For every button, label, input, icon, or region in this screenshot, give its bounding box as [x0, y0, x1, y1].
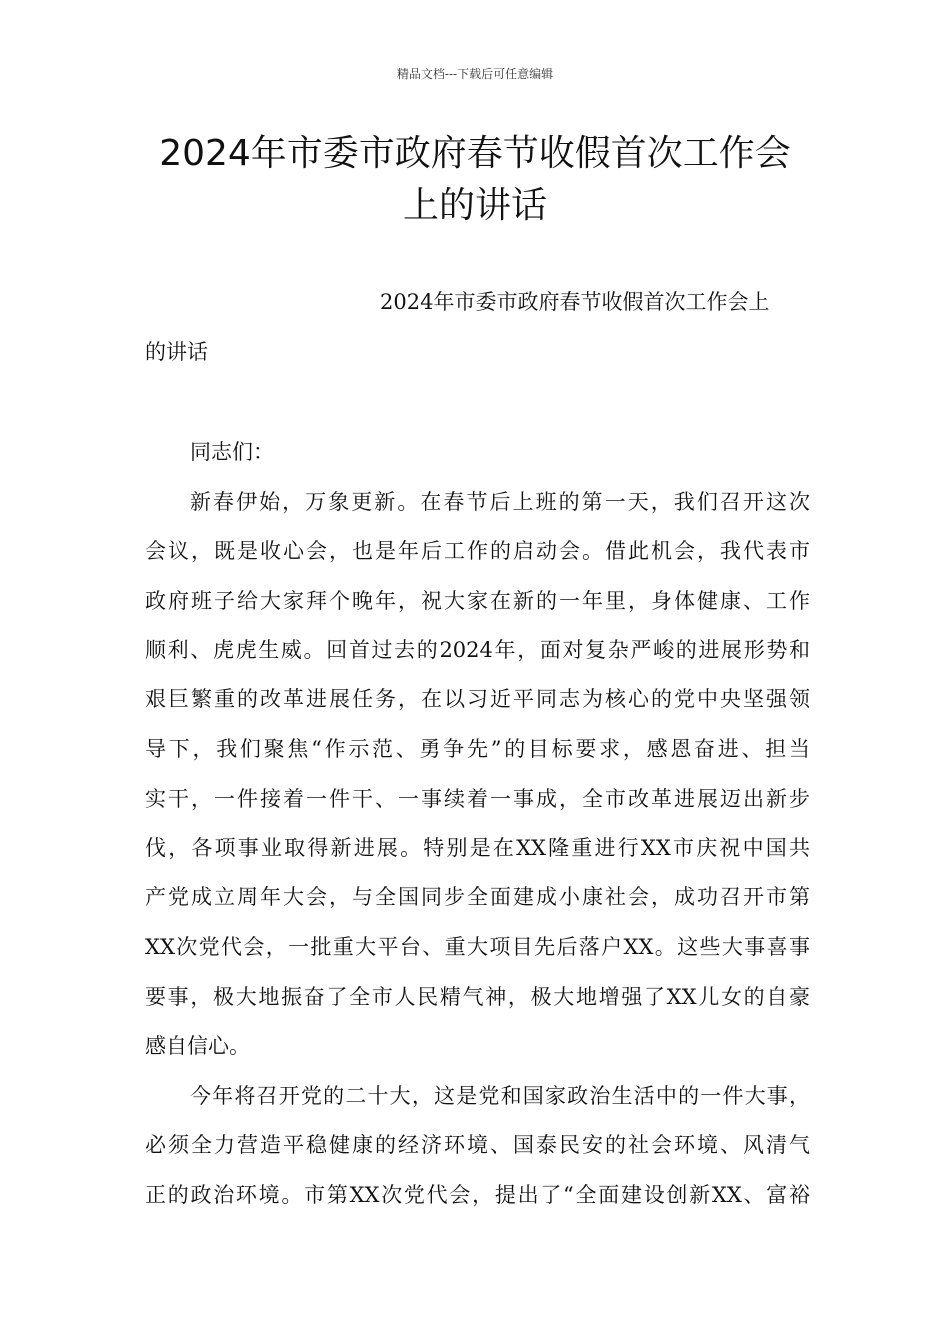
paragraph-1-line-7: 实干，一件接着一件干、一事续着一事成，全市改革进展迈出新步	[145, 787, 810, 811]
paragraph-1-line-11: 要事，极大地振奋了全市人民精气神，极大地增强了XX儿女的自豪	[145, 985, 810, 1009]
paragraph-2-line-2: 必须全力营造平稳健康的经济环境、国泰民安的社会环境、风清气	[145, 1133, 810, 1157]
paragraph-1-line-9: 产党成立周年大会，与全国同步全面建成小康社会，成功召开市第	[145, 885, 810, 909]
paragraph-2-line-3: 正的政治环境。市第XX次党代会，提出了“全面建设创新XX、富裕	[145, 1183, 810, 1207]
paragraph-1-line-10: XX次党代会，一批重大平台、重大项目先后落户XX。这些大事喜事	[145, 935, 810, 959]
salutation: 同志们：	[190, 440, 274, 464]
paragraph-1-line-6: 导下，我们聚焦“作示范、勇争先”的目标要求，感恩奋进、担当	[145, 737, 810, 761]
paragraph-1-line-2: 会议，既是收心会，也是年后工作的启动会。借此机会，我代表市	[145, 539, 810, 563]
document-title	[120, 128, 830, 232]
paragraph-1-line-8: 伐，各项事业取得新进展。特别是在XX隆重进行XX市庆祝中国共	[145, 836, 810, 860]
paragraph-1-line-12: 感自信心。	[145, 1034, 250, 1058]
paragraph-2-line-1: 今年将召开党的二十大，这是党和国家政治生活中的一件大事，	[190, 1084, 810, 1108]
paragraph-1-line-1: 新春伊始，万象更新。在春节后上班的第一天，我们召开这次	[190, 490, 810, 514]
title-line-2: 上的讲话	[402, 185, 547, 226]
paragraph-1-line-3: 政府班子给大家拜个晚年，祝大家在新的一年里，身体健康、工作	[145, 589, 810, 613]
paragraph-1-line-5: 艰巨繁重的改革进展任务，在以习近平同志为核心的党中央坚强领	[145, 687, 810, 711]
title-line-1: 2024年市委市政府春节收假首次工作会	[159, 133, 791, 174]
subtitle-line-2: 的讲话	[145, 340, 208, 364]
subtitle-line-1: 2024年市委市政府春节收假首次工作会上	[380, 290, 770, 314]
header-note: 精品文档---下载后可任意编辑	[396, 67, 554, 81]
paragraph-1-line-4: 顺利、虎虎生威。回首过去的2024年，面对复杂严峻的进展形势和	[145, 638, 810, 662]
